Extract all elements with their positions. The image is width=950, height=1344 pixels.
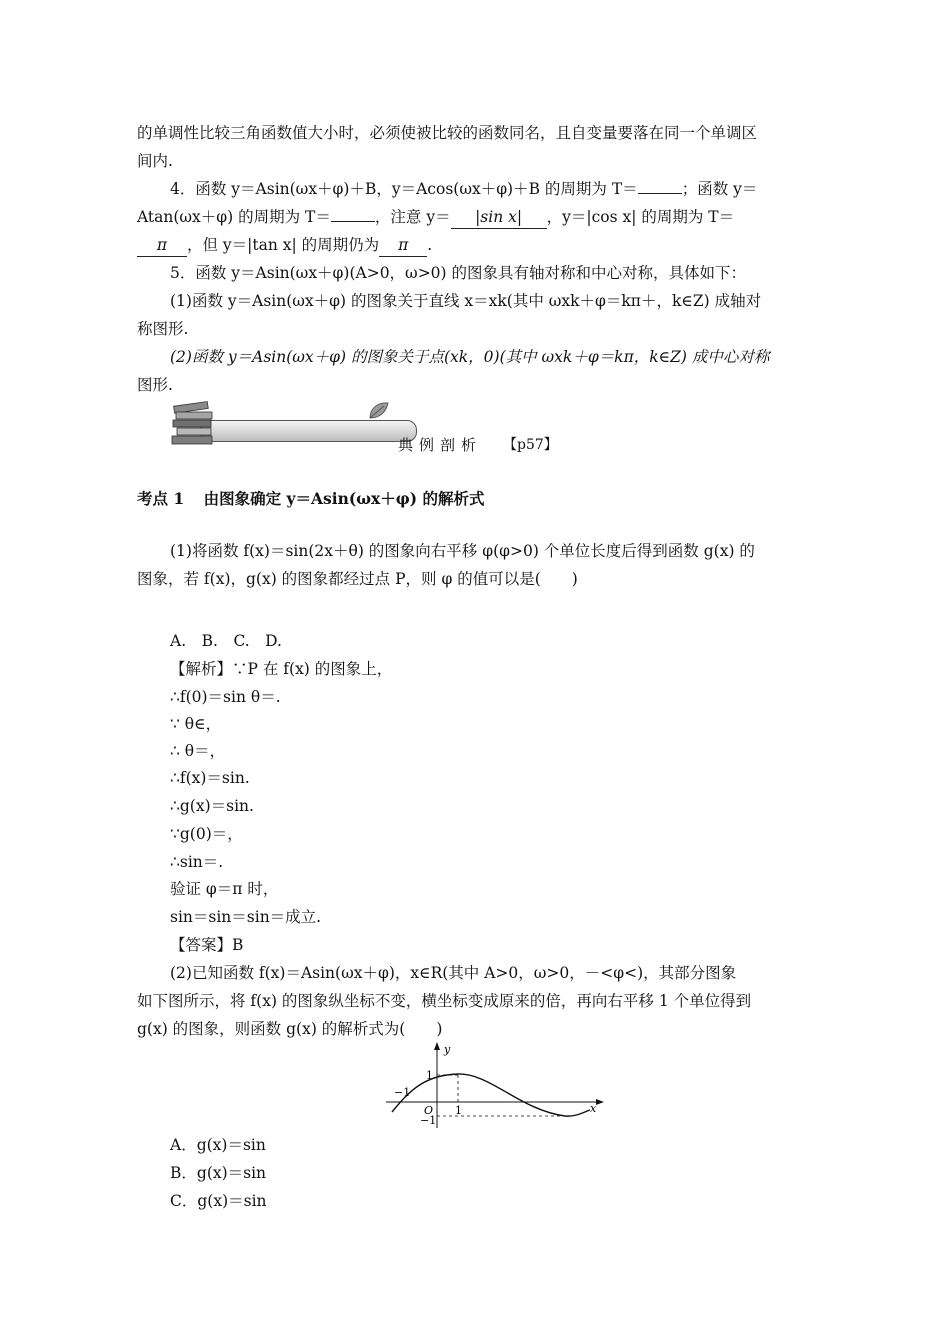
answer-blank [638,193,682,194]
section-banner [170,398,400,456]
section-title: 典例剖析 [398,436,483,454]
banner-bar [200,420,417,442]
tick-label: −1 [420,1114,437,1127]
answer-blank: π [379,234,427,257]
answer-blank: |sin x| [451,206,547,229]
solution-line: ∵ θ∈， [170,715,222,733]
text-line: 称图形. [137,320,189,338]
text-line: 图形. [137,376,173,394]
text-line: 间内. [137,152,173,170]
sine-curve [392,1074,590,1116]
y-axis-arrow [434,1042,440,1050]
item-4-line-3 [137,234,432,257]
page-ref: 【p57】 [503,437,558,453]
option-b: B．g(x)＝sin [170,1164,267,1182]
text: 4．函数 y＝Asin(ωx＋φ)＋B，y＝Acos(ωx＋φ)＋B 的周期为 T＝ [170,180,638,198]
option-a: A．g(x)＝sin [170,1136,266,1154]
solution-line: 【解析】∵P 在 f(x) 的图象上， [170,660,393,678]
answer-options: A. B. C. D. [170,632,282,650]
origin-label: O [424,1104,434,1117]
text: ，但 y＝|tan x| 的周期仍为 [187,236,380,254]
leaf-icon [366,400,392,422]
text-line: 图象，若 f(x)，g(x) 的图象都经过点 P，则 φ 的值可以是( ) [137,570,578,588]
tick-label: 1 [426,1069,433,1082]
solution-line: ∴f(x)＝sin. [170,769,250,787]
item-4-line-2 [137,206,734,229]
answer-blank: π [137,234,187,257]
solution-line: ∴g(x)＝sin. [170,797,254,815]
tick-label: −1 [394,1086,411,1099]
answer-blank [331,221,375,222]
text: . [427,236,433,254]
text: ，注意 y＝ [374,208,451,226]
solution-line: ∴ θ＝， [170,742,226,760]
books-icon [170,398,218,450]
topic-heading [137,488,485,510]
tick-label: 1 [455,1104,462,1117]
text-line: 的单调性比较三角函数值大小时，必须使被比较的函数同名，且自变量要落在同一个单调区 [137,124,758,142]
text-line: (1)函数 y＝Asin(ωx＋φ) 的图象关于直线 x＝xk(其中 ωxk＋φ＝kπ＋，k∈Z) 成轴对 [170,292,762,310]
x-axis-arrow [596,1099,604,1105]
solution-line: ∵g(0)＝， [170,825,243,843]
item-4-line-1 [170,178,757,200]
text: ；函数 y＝ [681,180,758,198]
solution-line: 验证 φ＝π 时， [170,880,279,898]
x-label: x [590,1102,597,1115]
text: ，y＝|cos x| 的周期为 T＝ [546,208,735,226]
solution-line: ∴sin＝. [170,853,224,871]
y-label: y [444,1043,451,1056]
text-line: (2)已知函数 f(x)＝Asin(ωx＋φ)，x∈R(其中 A>0，ω>0，－<φ<)，其部分图象 [170,964,737,982]
option-c: C．g(x)＝sin [170,1192,267,1210]
text: Atan(ωx＋φ) 的周期为 T＝ [137,208,331,226]
solution-line: ∴f(0)＝sin θ＝. [170,688,281,706]
text-line: 如下图所示，将 f(x) 的图象纵坐标不变，横坐标变成原来的倍，再向右平移 1 个单位得到 [137,992,752,1010]
text-line: (2)函数 y＝Asin(ωx＋φ) 的图象关于点(xk，0)(其中 ωxk＋φ＝kπ，k∈Z) 成中心对称 [170,348,770,366]
text-line: g(x) 的图象，则函数 g(x) 的解析式为( ) [137,1020,443,1038]
answer-line: 【答案】B [170,936,244,954]
text-line: 5．函数 y＝Asin(ωx＋φ)(A>0，ω>0) 的图象具有轴对称和中心对称，具体如下： [170,264,747,282]
sine-graph [380,1040,610,1130]
text-line: (1)将函数 f(x)＝sin(2x＋θ) 的图象向右平移 φ(φ>0) 个单位长度后得到函数 g(x) 的 [170,542,755,560]
topic-label: 考点 1 [137,489,185,508]
solution-line: sin＝sin＝sin＝成立. [170,908,322,926]
topic-title: 由图象确定 y＝Asin(ωx＋φ) 的解析式 [203,489,485,508]
